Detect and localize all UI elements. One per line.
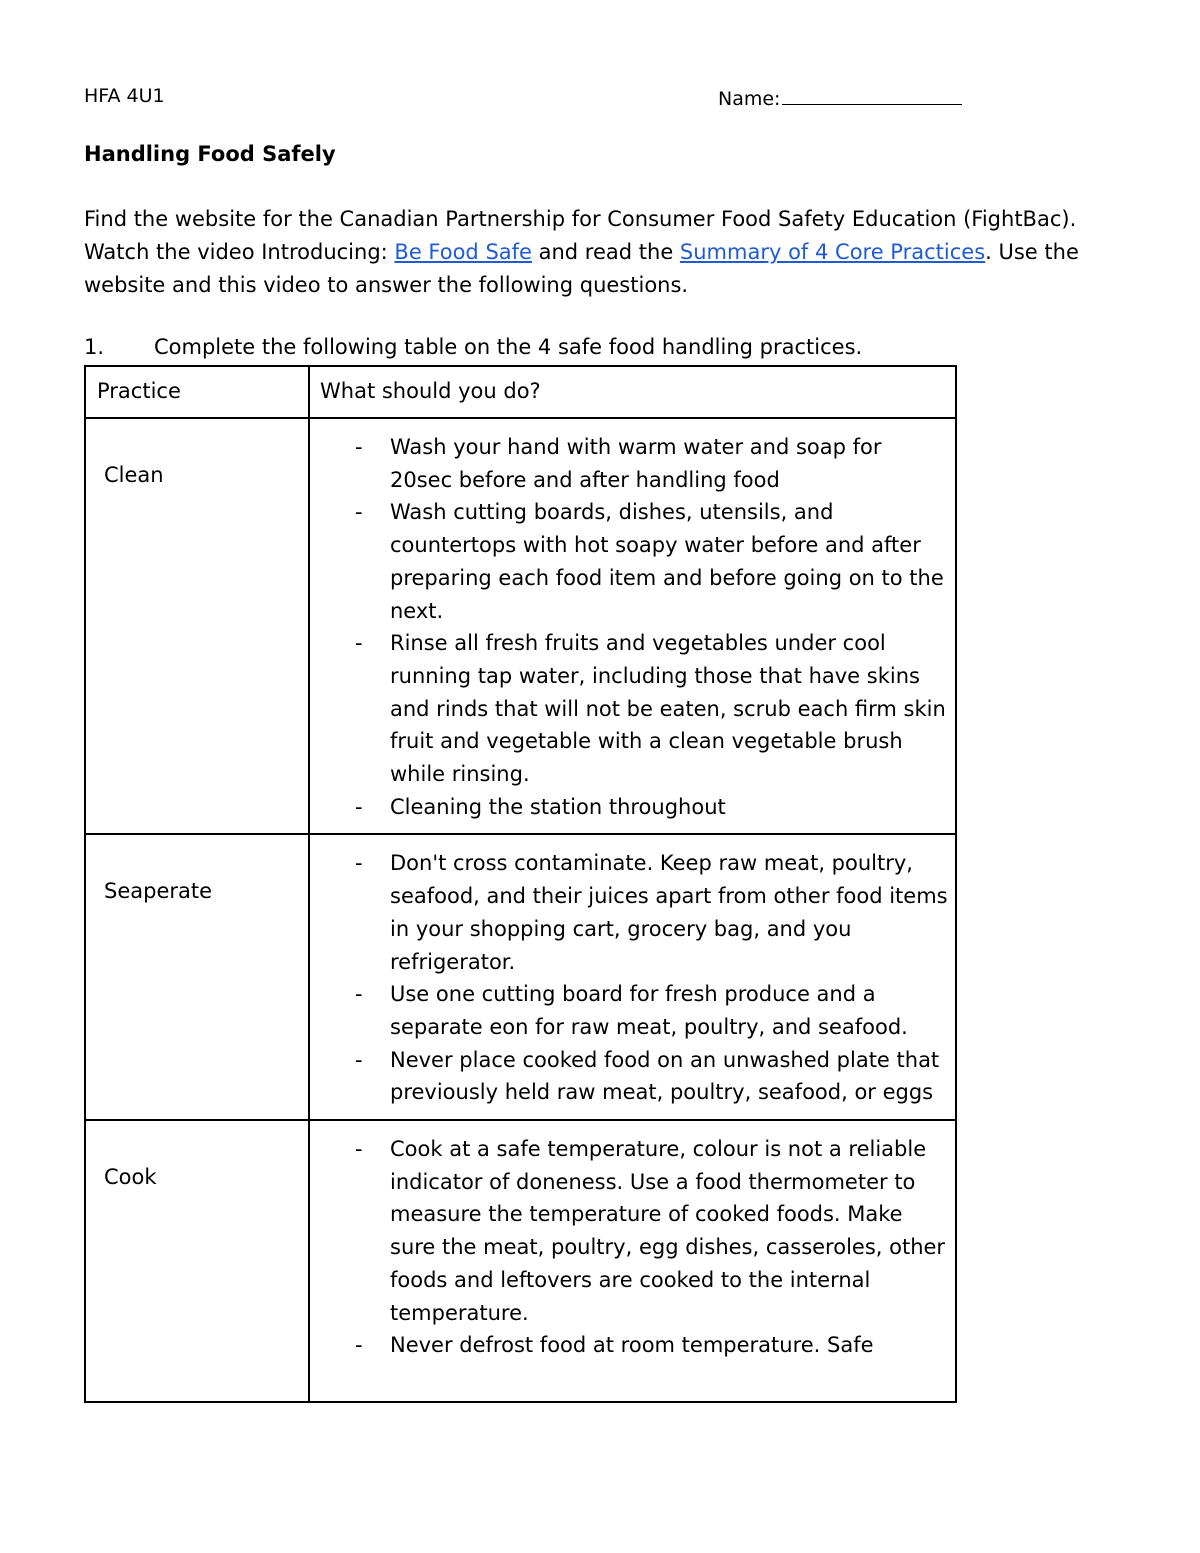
list-item-text: Don't cross contaminate. Keep raw meat, poultry, seafood, and their juices apart from other food items in your shopping cart, grocery bag, and you refrigerator. bbox=[390, 851, 948, 974]
practice-actions-separate bbox=[309, 834, 956, 1120]
list-item bbox=[310, 847, 949, 978]
list-item-text: Cook at a safe temperature, colour is not a reliable indicator of doneness. Use a food thermometer to measure the temperature of cooked foods. Make sure the meat, poultry, egg dishes, casseroles, other foods and leftovers are cooked to the internal temperature. bbox=[390, 1137, 946, 1325]
list-item-text: Never place cooked food on an unwashed plate that previously held raw meat, poultry, seafood, or eggs bbox=[390, 1047, 940, 1105]
table-row bbox=[85, 834, 956, 1120]
bullet-dash: - bbox=[355, 1047, 363, 1072]
intro-text-2: and read the bbox=[531, 240, 680, 264]
practice-actions-cook bbox=[309, 1120, 956, 1402]
list-item bbox=[310, 1329, 949, 1362]
list-item bbox=[310, 791, 949, 824]
header-practice: Practice bbox=[85, 366, 309, 418]
be-food-safe-link[interactable]: Be Food Safe bbox=[394, 240, 532, 264]
name-label: Name: bbox=[718, 88, 781, 110]
bullet-list bbox=[310, 1133, 949, 1362]
practice-actions-clean bbox=[309, 418, 956, 834]
bullet-dash: - bbox=[355, 1333, 363, 1358]
list-item-text: Use one cutting board for fresh produce and a separate eon for raw meat, poultry, and seafood. bbox=[390, 982, 908, 1039]
bullet-dash: - bbox=[355, 794, 363, 819]
bullet-dash: - bbox=[355, 982, 363, 1007]
list-item bbox=[310, 1133, 949, 1329]
summary-core-practices-link[interactable]: Summary of 4 Core Practices bbox=[679, 240, 986, 264]
page-title: Handling Food Safely bbox=[84, 142, 336, 166]
intro-text-1: Find the website for the Canadian Partnership for Consumer Food Safety Education (FightBac). Watch the video Introducing: bbox=[84, 207, 1077, 264]
table-row bbox=[85, 418, 956, 834]
name-blank-line bbox=[782, 84, 962, 105]
bullet-dash: - bbox=[355, 435, 363, 459]
bullet-dash: - bbox=[355, 631, 363, 656]
bullet-dash: - bbox=[355, 851, 363, 876]
list-item-text: Rinse all fresh fruits and vegetables under cool running tap water, including those that have skins and rinds that will not be eaten, scrub each firm skin fruit and vegetable with a clean vegetable brush while rinsing. bbox=[390, 631, 946, 787]
bullet-dash: - bbox=[355, 500, 363, 525]
list-item bbox=[310, 1044, 949, 1109]
practice-name-clean: Clean bbox=[85, 418, 309, 834]
list-item-text: Wash cutting boards, dishes, utensils, and countertops with hot soapy water before and after preparing each food item and before going on to the next. bbox=[390, 500, 944, 623]
bullet-list bbox=[310, 847, 949, 1109]
question-text: Complete the following table on the 4 safe food handling practices. bbox=[154, 335, 863, 359]
practice-name-separate: Seaperate bbox=[85, 834, 309, 1120]
practices-table bbox=[84, 365, 957, 1403]
list-item-text: Wash your hand with warm water and soap for 20sec before and after handling food bbox=[390, 435, 882, 492]
bullet-dash: - bbox=[355, 1137, 363, 1162]
practice-name-cook: Cook bbox=[85, 1120, 309, 1402]
table-row bbox=[85, 1120, 956, 1402]
intro-text-3: . Use the website and this video to answer the following questions. bbox=[84, 240, 1079, 297]
question-1 bbox=[84, 332, 862, 362]
bullet-list bbox=[310, 431, 949, 823]
list-item bbox=[310, 627, 949, 791]
intro-paragraph bbox=[84, 203, 1104, 302]
question-number: 1. bbox=[84, 335, 105, 359]
list-item bbox=[310, 978, 949, 1043]
list-item bbox=[310, 496, 949, 627]
course-code: HFA 4U1 bbox=[84, 85, 165, 107]
list-item-text: Never defrost food at room temperature. Safe bbox=[390, 1333, 874, 1358]
name-field bbox=[718, 84, 962, 111]
header-what-to-do: What should you do? bbox=[309, 366, 956, 418]
list-item bbox=[310, 431, 949, 496]
list-item-text: Cleaning the station throughout bbox=[390, 794, 726, 819]
table-header-row bbox=[85, 366, 956, 418]
